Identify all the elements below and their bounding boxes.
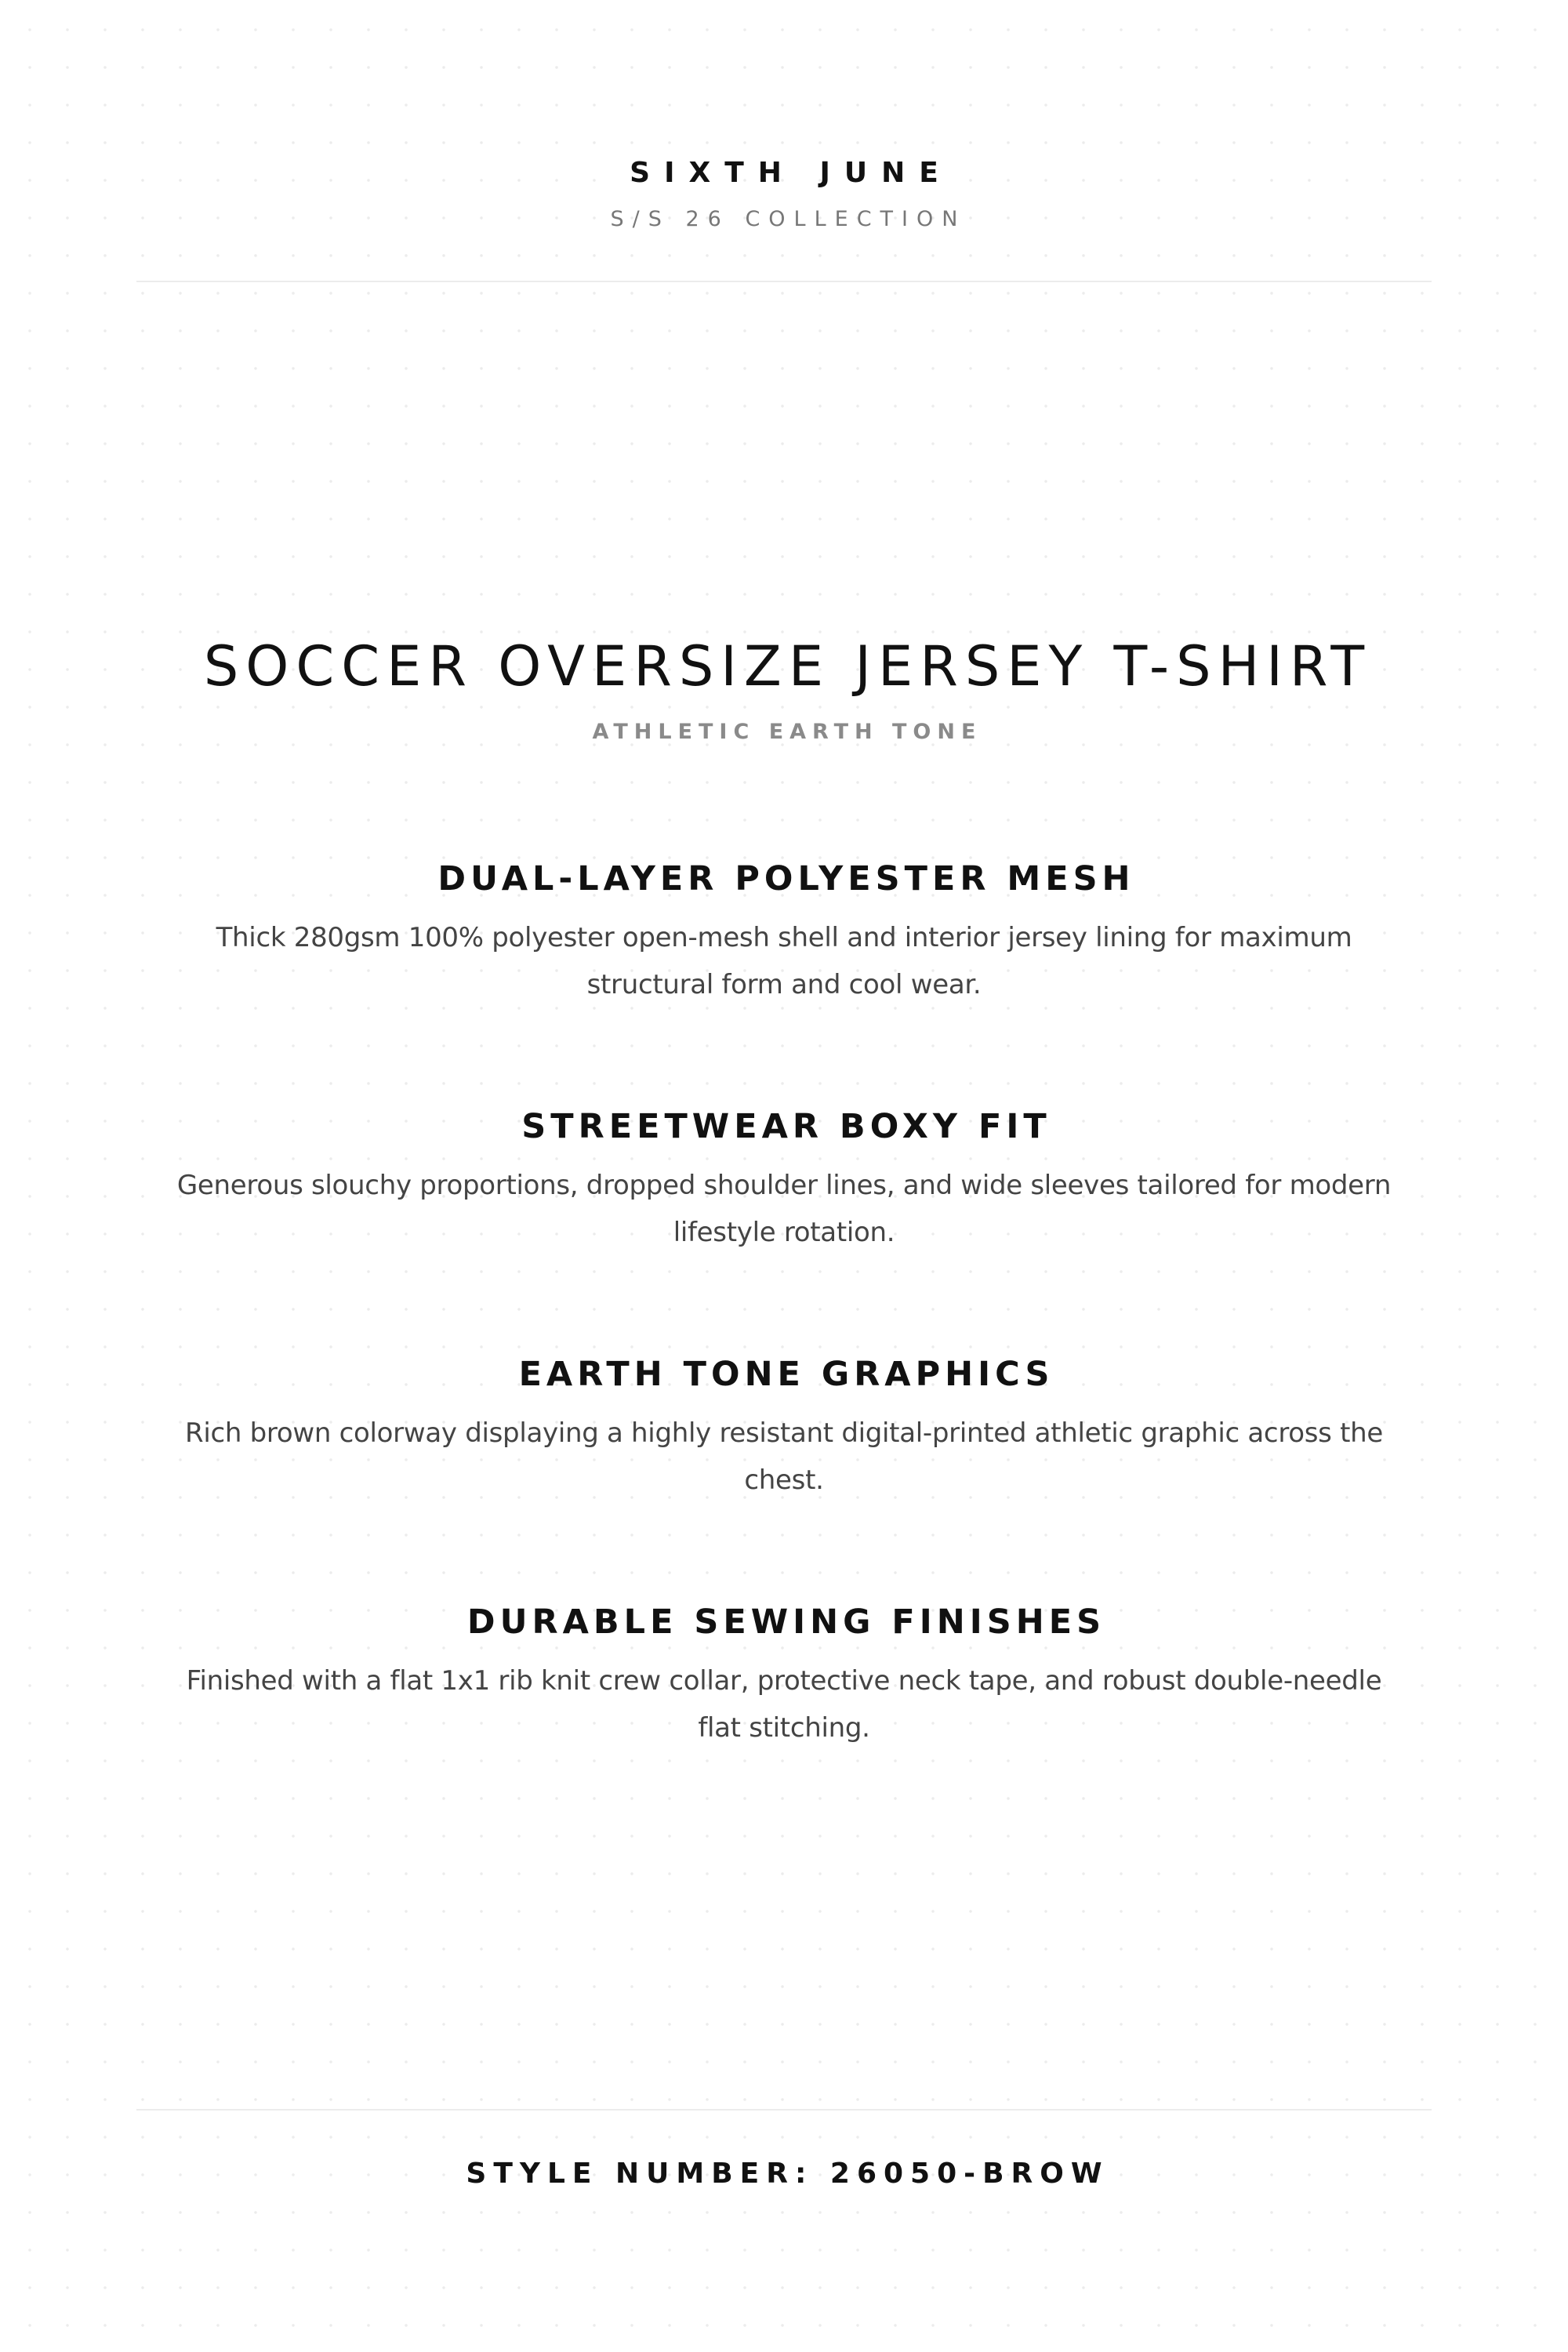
feature-item	[157, 1596, 1411, 1844]
feature-item	[157, 853, 1411, 1101]
feature-list	[157, 853, 1411, 1844]
product-title-block	[0, 633, 1568, 744]
feature-title: DUAL-LAYER POLYESTER MESH	[437, 859, 1135, 898]
brand-name: SIXTH JUNE	[630, 157, 953, 189]
feature-description: Finished with a flat 1x1 rib knit crew collar, protective neck tape, and robust double-needle flat stitching.	[186, 1665, 1382, 1744]
feature-title: EARTH TONE GRAPHICS	[518, 1355, 1054, 1394]
header-divider	[136, 281, 1432, 282]
collection-label: S/S 26 COLLECTION	[610, 207, 967, 231]
feature-title: STREETWEAR BOXY FIT	[521, 1107, 1051, 1146]
footer-divider	[136, 2109, 1432, 2111]
style-number: STYLE NUMBER: 26050-BROW	[466, 2158, 1109, 2190]
feature-item	[157, 1348, 1411, 1596]
feature-description: Thick 280gsm 100% polyester open-mesh shell and interior jersey lining for maximum structural form and cool wear.	[216, 922, 1352, 1000]
feature-description: Rich brown colorway displaying a highly resistant digital-printed athletic graphic across the chest.	[185, 1417, 1383, 1496]
feature-description: Generous slouchy proportions, dropped shoulder lines, and wide sleeves tailored for modern lifestyle rotation.	[176, 1170, 1392, 1248]
product-title: SOCCER OVERSIZE JERSEY T-SHIRT	[203, 634, 1372, 699]
product-subtitle: ATHLETIC EARTH TONE	[592, 720, 982, 744]
feature-title: DURABLE SEWING FINISHES	[466, 1602, 1106, 1642]
feature-item	[157, 1101, 1411, 1348]
